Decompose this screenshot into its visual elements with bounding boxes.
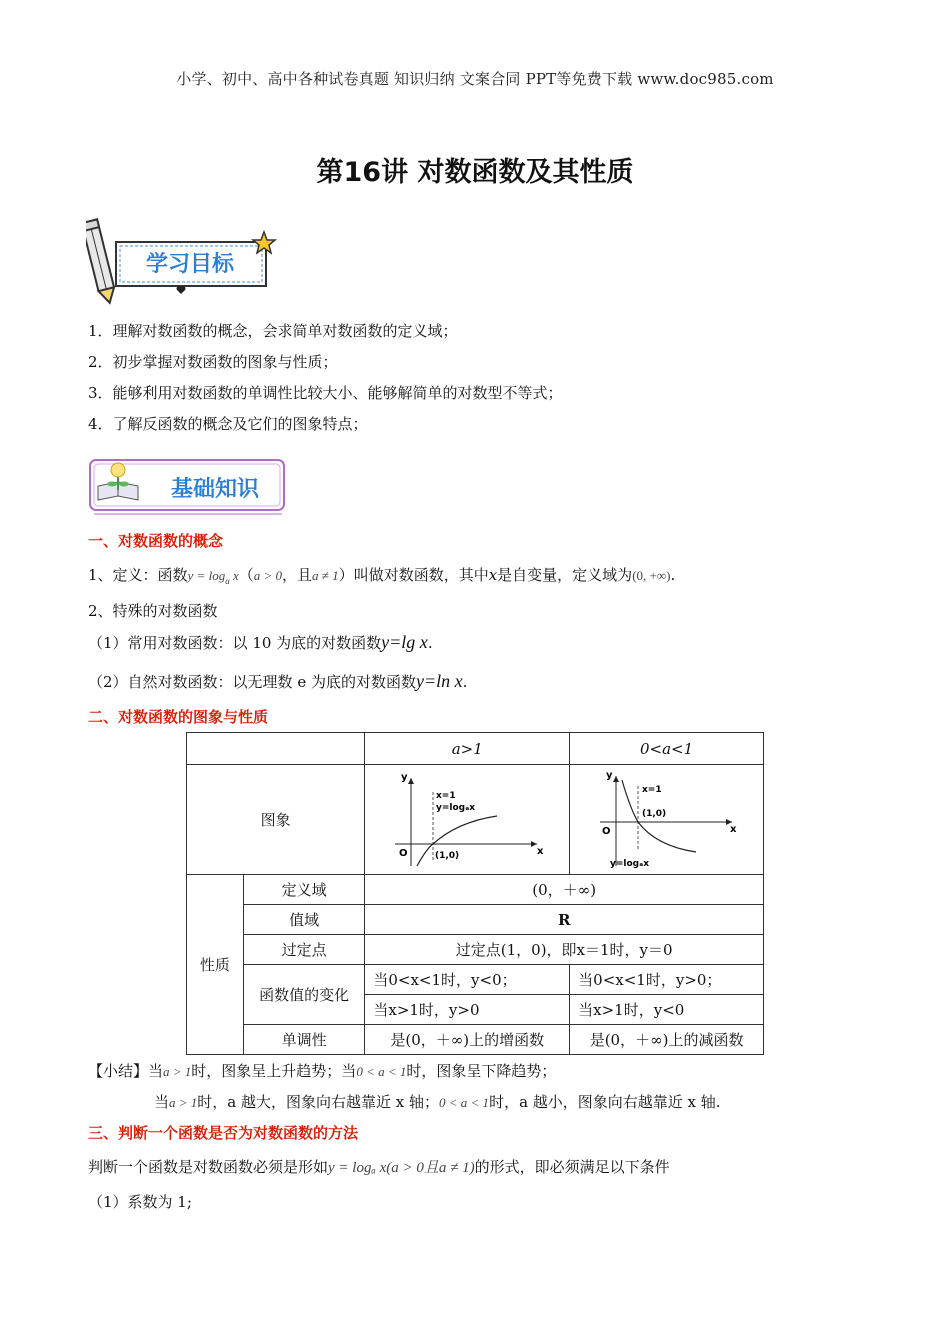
change-right-1: 当0<x<1时，y>0；: [570, 965, 764, 995]
section3-text: 判断一个函数是对数函数必须是形如: [88, 1158, 329, 1176]
common-log-text: （1）常用对数函数：以 10 为底的对数函数: [88, 634, 382, 652]
header-a-lt-1: 0<a<1: [570, 733, 764, 765]
natural-log-text: （2）自然对数函数：以无理数 e 为底的对数函数: [88, 673, 416, 691]
row-label-range: 值域: [243, 905, 365, 935]
graph-y-label: y: [401, 771, 408, 783]
definition-variable: x: [229, 568, 239, 583]
summary-text: 当: [154, 1093, 170, 1111]
summary-text: 【小结】当: [88, 1062, 164, 1080]
section3-line-1: [88, 1156, 670, 1177]
mono-left: 是(0，＋∞)上的增函数: [365, 1025, 570, 1055]
graph-origin: O: [601, 825, 611, 837]
graph-decreasing-cell: [570, 765, 764, 875]
summary-text: 时，图象呈上升趋势；当: [191, 1062, 357, 1080]
definition-x: x: [488, 566, 498, 584]
definition-cond2: a ≠ 1: [312, 568, 339, 583]
learning-goals-banner: [86, 214, 282, 306]
natural-log-line: [88, 671, 467, 692]
natural-log-formula: y=ln x: [415, 671, 463, 691]
section-heading: 二、对数函数的图象与性质: [88, 708, 269, 726]
definition-prefix: 1、定义：函数: [88, 566, 188, 584]
row-graph-label: 图象: [187, 765, 365, 875]
row-value-fixed-point: 过定点(1，0)，即x＝1时，y＝0: [365, 935, 764, 965]
graph-func-label: y=logₐx: [436, 802, 476, 813]
graph-y-label: y: [605, 769, 613, 781]
goal-item: 2．初步掌握对数函数的图象与性质；: [88, 353, 338, 371]
graph-x-eq-label: x=1: [641, 784, 662, 795]
definition-cond-open: （: [238, 566, 254, 584]
definition-rest2: 是自变量，定义域为: [497, 566, 633, 584]
summary-math: a > 1: [163, 1064, 192, 1079]
definition-domain: (0, +∞): [632, 568, 671, 583]
graph-x-label: x: [729, 823, 737, 835]
graph-decreasing: [592, 770, 742, 870]
summary-text: 时，图象呈下降趋势；: [406, 1062, 557, 1080]
graph-x-eq-label: x=1: [436, 790, 456, 801]
natural-log-period: .: [462, 673, 468, 691]
summary-text: 时，a 越小，图象向右越靠近 x 轴.: [489, 1093, 721, 1111]
definition-line: [88, 564, 675, 586]
graph-func-label: y=logₐx: [609, 858, 649, 869]
goal-item: 1．理解对数函数的概念，会求简单对数函数的定义域；: [88, 322, 458, 340]
basic-knowledge-label: 基础知识: [170, 477, 259, 502]
summary-math: 0 < a < 1: [439, 1095, 490, 1110]
common-log-period: .: [427, 634, 433, 652]
section3-formula: y = logₐ x(a > 0且a ≠ 1): [328, 1160, 475, 1176]
row-label-fixed-point: 过定点: [243, 935, 365, 965]
row-value-domain: (0，＋∞): [365, 875, 764, 905]
graph-x-label: x: [537, 845, 544, 857]
change-left-1: 当0<x<1时，y<0；: [365, 965, 570, 995]
special-functions-title: 2、特殊的对数函数: [88, 602, 218, 620]
change-left-2: 当x>1时，y>0: [365, 995, 570, 1025]
definition-end: .: [670, 566, 676, 584]
definition-cond-mid: ，且: [282, 566, 313, 584]
summary-line-1: [88, 1060, 556, 1081]
summary-text: 时，a 越大，图象向右越靠近 x 轴；: [197, 1093, 440, 1111]
graph-increasing: [387, 770, 547, 870]
graph-point-label: (1,0): [641, 808, 666, 819]
common-log-formula: y=lg x: [381, 632, 428, 652]
section-heading: 一、对数函数的概念: [88, 532, 224, 550]
row-label-monotonic: 单调性: [243, 1025, 365, 1055]
graph-increasing-cell: [365, 765, 570, 875]
definition-rest: ）叫做对数函数，其中: [338, 566, 489, 584]
goal-item: 4．了解反函数的概念及它们的图象特点；: [88, 415, 368, 433]
page-title: 第16讲 对数函数及其性质: [316, 157, 634, 188]
graph-point-label: (1,0): [435, 850, 460, 861]
properties-table: [186, 732, 764, 1055]
goal-item: 3．能够利用对数函数的单调性比较大小、能够解简单的对数型不等式；: [88, 384, 563, 402]
summary-line-2: [154, 1091, 721, 1112]
learning-goals-label: 学习目标: [145, 252, 234, 277]
section3-text: 的形式，即必须满足以下条件: [474, 1158, 670, 1176]
definition-base: a: [225, 576, 230, 586]
summary-math: a > 1: [169, 1095, 198, 1110]
common-log-line: [88, 632, 433, 653]
section3-line-2: （1）系数为 1;: [88, 1193, 192, 1211]
definition-cond1: a > 0: [253, 568, 283, 583]
definition-formula: y = log: [187, 568, 226, 583]
graph-origin: O: [399, 847, 408, 859]
row-label-value-change: 函数值的变化: [243, 965, 365, 1025]
table-corner: [187, 733, 365, 765]
properties-group-label: 性质: [187, 875, 244, 1055]
mono-right: 是(0，＋∞)上的减函数: [570, 1025, 764, 1055]
page-header: 小学、初中、高中各种试卷真题 知识归纳 文案合同 PPT等免费下载 www.doc985.com: [176, 70, 774, 88]
change-right-2: 当x>1时，y<0: [570, 995, 764, 1025]
basic-knowledge-banner: [88, 456, 288, 520]
row-value-range: R: [365, 905, 764, 935]
header-a-gt-1: a>1: [365, 733, 570, 765]
row-label-domain: 定义域: [243, 875, 365, 905]
summary-math: 0 < a < 1: [356, 1064, 407, 1079]
section-heading: 三、判断一个函数是否为对数函数的方法: [88, 1124, 359, 1142]
